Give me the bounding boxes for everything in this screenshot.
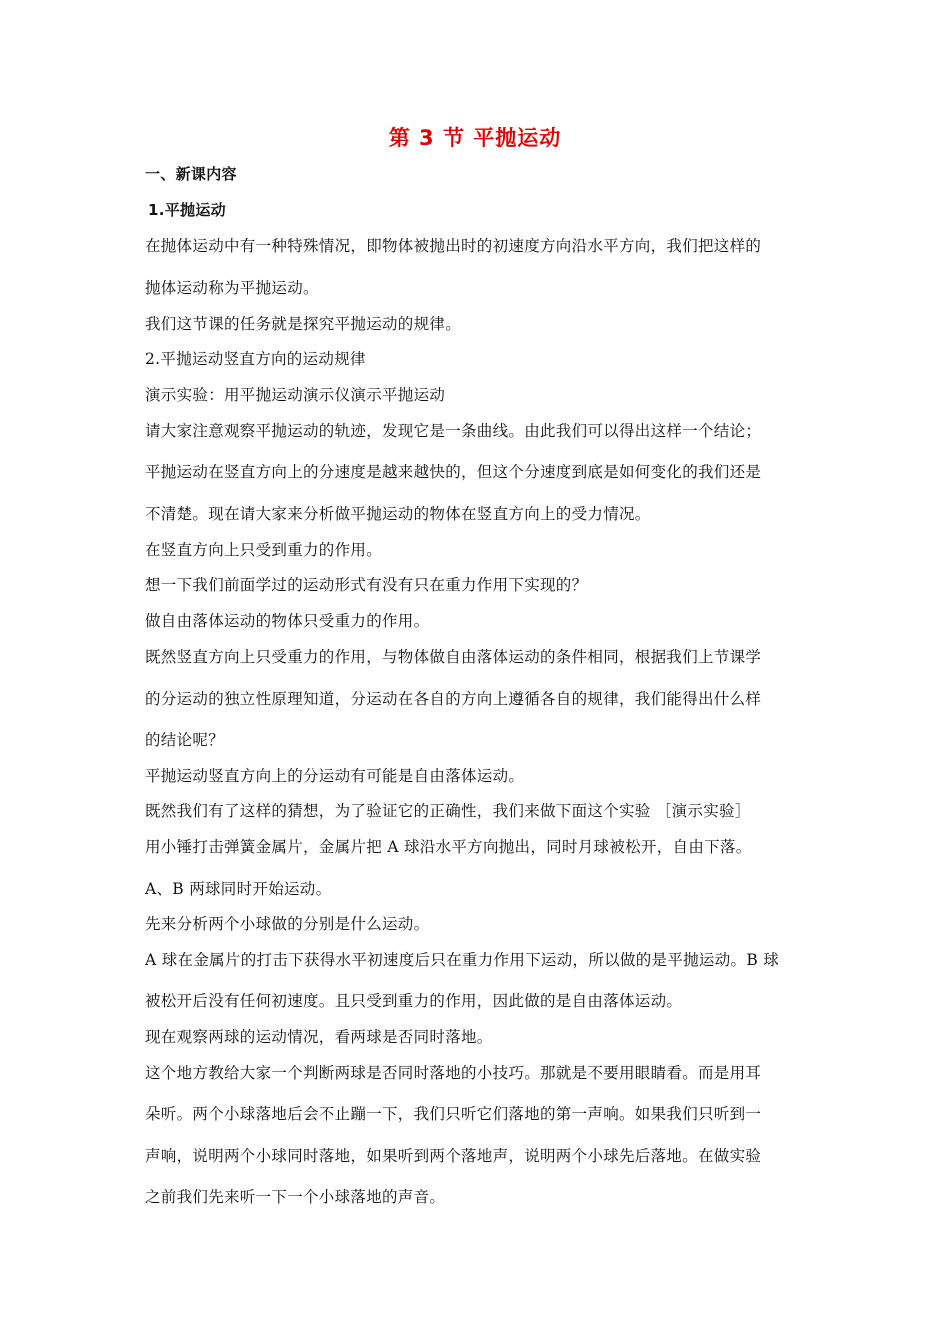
paragraph-line: 做自由落体运动的物体只受重力的作用。 <box>145 612 430 630</box>
paragraph-line: 抛体运动称为平抛运动。 <box>145 279 319 297</box>
paragraph-line: 被松开后没有任何初速度。且只受到重力的作用，因此做的是自由落体运动。 <box>145 992 683 1010</box>
paragraph-line: 既然竖直方向上只受重力的作用，与物体做自由落体运动的条件相同，根据我们上节课学 <box>145 648 762 666</box>
paragraph-line: 声响，说明两个小球同时落地，如果听到两个落地声，说明两个小球先后落地。在做实验 <box>145 1147 762 1165</box>
paragraph-line: 之前我们先来听一下一个小球落地的声音。 <box>145 1188 446 1206</box>
paragraph-line: 现在观察两球的运动情况，看两球是否同时落地。 <box>145 1028 493 1046</box>
paragraph-line: 我们这节课的任务就是探究平抛运动的规律。 <box>145 315 462 333</box>
paragraph-line: 不清楚。现在请大家来分析做平抛运动的物体在竖直方向上的受力情况。 <box>145 505 651 523</box>
paragraph-line: 朵听。两个小球落地后会不止蹦一下，我们只听它们落地的第一声响。如果我们只听到一 <box>145 1105 762 1123</box>
paragraph-line: 平抛运动竖直方向上的分运动有可能是自由落体运动。 <box>145 767 525 785</box>
subheading-flat-projectile: 1.平抛运动 <box>148 201 226 219</box>
paragraph-line: 演示实验：用平抛运动演示仪演示平抛运动 <box>145 386 446 404</box>
paragraph-line: 的分运动的独立性原理知道，分运动在各自的方向上遵循各自的规律，我们能得出什么样 <box>145 690 762 708</box>
paragraph-line: 用小锤打击弹簧金属片，金属片把 A 球沿水平方向抛出，同时月球被松开，自由下落。 <box>145 838 752 856</box>
paragraph-line: 在抛体运动中有一种特殊情况，即物体被抛出时的初速度方向沿水平方向，我们把这样的 <box>145 237 762 255</box>
paragraph-line: 先来分析两个小球做的分别是什么运动。 <box>145 915 430 933</box>
paragraph-line: 想一下我们前面学过的运动形式有没有只在重力作用下实现的？ <box>145 576 588 594</box>
paragraph-line: A 球在金属片的打击下获得水平初速度后只在重力作用下运动，所以做的是平抛运动。B 球 <box>145 951 780 969</box>
paragraph-line: 平抛运动在竖直方向上的分速度是越来越快的，但这个分速度到底是如何变化的我们还是 <box>145 463 762 481</box>
paragraph-line: 请大家注意观察平抛运动的轨迹，发现它是一条曲线。由此我们可以得出这样一个结论； <box>145 422 762 440</box>
paragraph-line: 这个地方教给大家一个判断两球是否同时落地的小技巧。那就是不要用眼睛看。而是用耳 <box>145 1064 762 1082</box>
paragraph-line: 的结论呢？ <box>145 731 225 749</box>
subheading-vertical-motion: 2.平抛运动竖直方向的运动规律 <box>145 350 366 368</box>
page-title: 第 3 节 平抛运动 <box>388 126 562 150</box>
paragraph-line: A、B 两球同时开始运动。 <box>145 880 332 898</box>
paragraph-line: 既然我们有了这样的猜想，为了验证它的正确性，我们来做下面这个实验 ［演示实验］ <box>145 802 751 820</box>
section-heading: 一、新课内容 <box>145 165 237 183</box>
paragraph-line: 在竖直方向上只受到重力的作用。 <box>145 541 383 559</box>
